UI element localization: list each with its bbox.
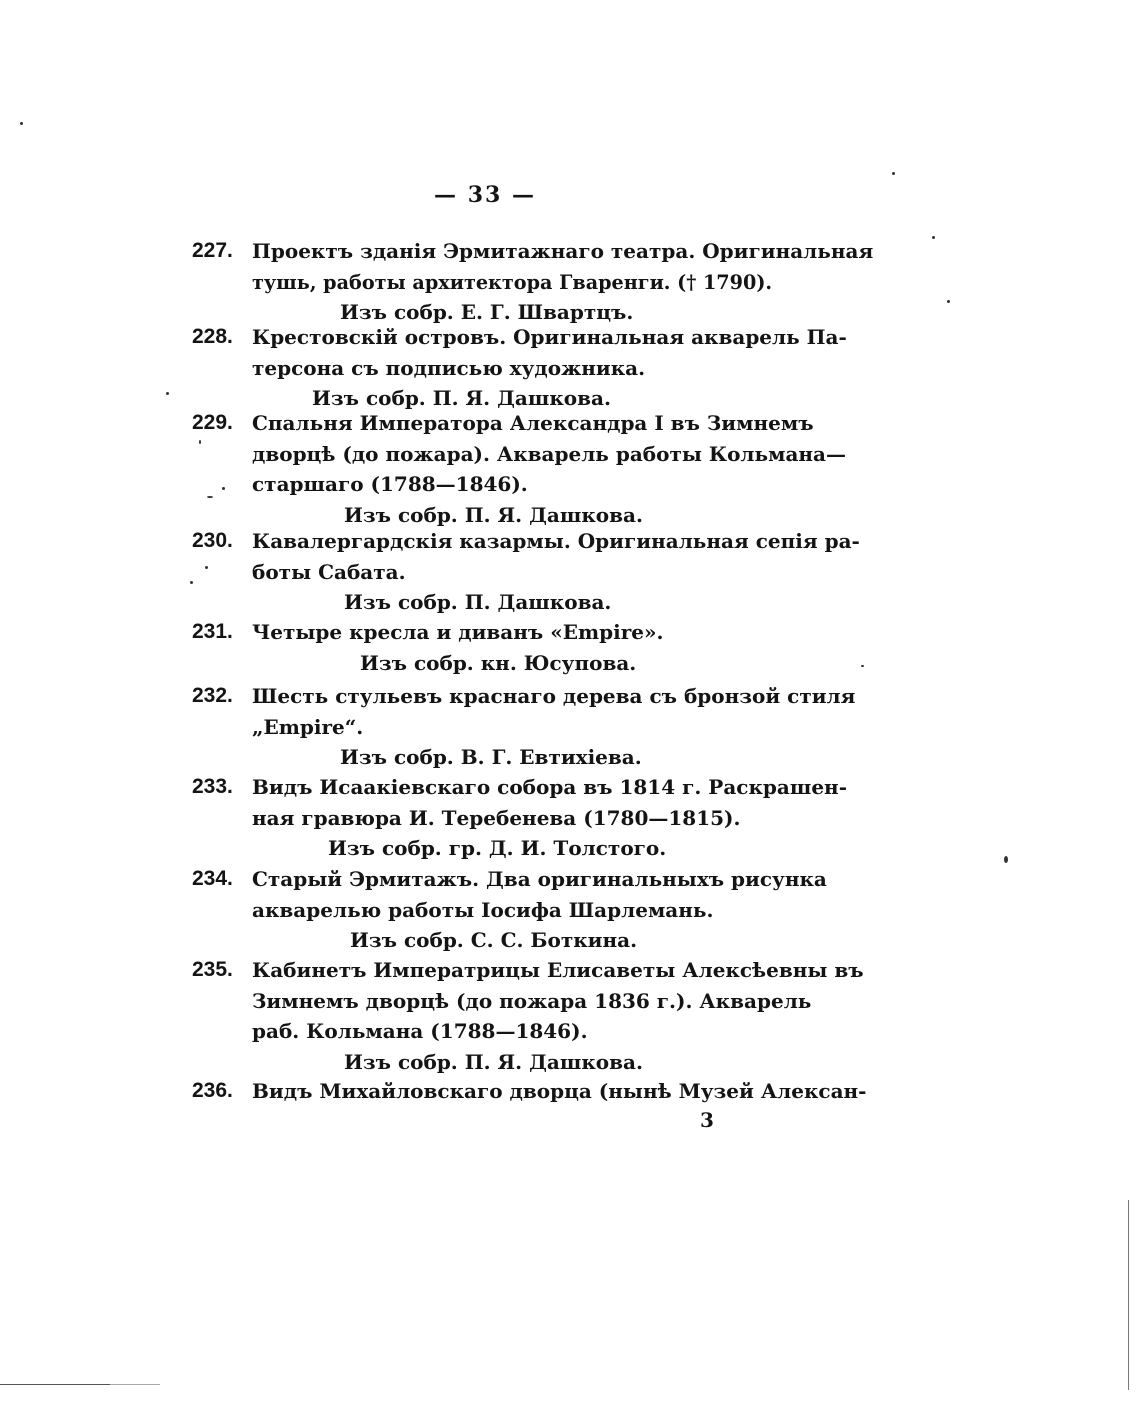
scan-speck xyxy=(947,300,950,303)
entry-source: Изъ собр. П. Я. Дашкова. xyxy=(344,502,643,527)
entry-text-line: раб. Кольмана (1788—1846). xyxy=(252,1019,588,1044)
entry-source: Изъ собр. гр. Д. И. Толстого. xyxy=(328,836,667,861)
entry-source: Изъ собр. П. Я. Дашкова. xyxy=(344,1049,643,1074)
entry-text-line: тушь, работы архитектора Гваренги. († 1790). xyxy=(252,269,773,294)
entry-text-line: „Empire“. xyxy=(252,714,364,739)
scan-speck xyxy=(20,122,23,125)
entry-source: Изъ собр. П. Дашкова. xyxy=(344,590,612,615)
entry-number: 234. xyxy=(192,867,233,890)
entry-text-line: Видъ Исаакіевскаго собора въ 1814 г. Раскрашен- xyxy=(252,775,847,799)
scan-speck xyxy=(205,566,208,569)
scan-speck xyxy=(892,172,895,175)
scan-speck xyxy=(166,392,169,395)
entry-source: Изъ собр. С. С. Боткина. xyxy=(350,928,638,953)
entry-text-line: Видъ Михайловскаго дворца (нынѣ Музей Алексан- xyxy=(252,1079,867,1103)
entry-text-line: Кабинетъ Императрицы Елисаветы Алексѣевны въ xyxy=(252,958,864,982)
entry-text-line: терсона съ подписью художника. xyxy=(252,355,646,380)
scan-edge-line xyxy=(1128,1200,1129,1390)
page-number-header: — 33 — xyxy=(434,182,536,208)
entry-source: Изъ собр. кн. Юсупова. xyxy=(360,650,637,675)
entry-number: 236. xyxy=(192,1079,233,1102)
entry-text-line: Проектъ зданія Эрмитажнаго театра. Оригинальная xyxy=(252,239,874,263)
entry-source: Изъ собр. В. Г. Евтихіева. xyxy=(340,745,642,770)
entry-number: 235. xyxy=(192,958,233,981)
scan-speck xyxy=(861,665,864,667)
entry-source: Изъ собр. П. Я. Дашкова. xyxy=(312,386,611,411)
scan-edge-line xyxy=(110,1384,160,1385)
entry-text-line: Шесть стульевъ краснаго дерева съ бронзой стиля xyxy=(252,684,856,708)
entry-text-line: Спальня Императора Александра I въ Зимнемъ xyxy=(252,411,814,435)
scan-speck xyxy=(190,581,193,584)
entry-number: 228. xyxy=(192,325,233,348)
entry-number: 232. xyxy=(192,684,233,707)
scan-speck xyxy=(1004,856,1008,863)
scan-speck xyxy=(207,496,213,498)
entry-text-line: дворцѣ (до пожара). Акварель работы Кольмана— xyxy=(252,441,847,466)
entry-text-line: Кавалергардскія казармы. Оригинальная сепія ра- xyxy=(252,529,860,553)
entry-text-line: Четыре кресла и диванъ «Empire». xyxy=(252,620,664,644)
scan-edge-line xyxy=(0,1384,110,1385)
entry-text-line: старшаго (1788—1846). xyxy=(252,472,528,497)
entry-text-line: Зимнемъ дворцѣ (до пожара 1836 г.). Акварель xyxy=(252,988,812,1013)
entry-number: 230. xyxy=(192,529,233,552)
entry-number: 227. xyxy=(192,239,233,262)
entry-text-line: акварелью работы Іосифа Шарлемань. xyxy=(252,897,714,922)
entry-number: 233. xyxy=(192,775,233,798)
scan-speck xyxy=(222,487,225,490)
entry-text-line: ная гравюра И. Теребенева (1780—1815). xyxy=(252,805,741,830)
entry-number: 231. xyxy=(192,620,233,643)
entry-number: 229. xyxy=(192,411,233,434)
entry-source: Изъ собр. Е. Г. Швартцъ. xyxy=(340,300,634,325)
scan-speck xyxy=(932,236,935,239)
entry-text-line: Старый Эрмитажъ. Два оригинальныхъ рисунка xyxy=(252,867,827,891)
entry-text-line: боты Сабата. xyxy=(252,559,406,584)
entry-text-line: Крестовскій островъ. Оригинальная акварель Па- xyxy=(252,325,847,349)
signature-mark: 3 xyxy=(700,1108,714,1132)
scan-speck xyxy=(199,440,201,444)
